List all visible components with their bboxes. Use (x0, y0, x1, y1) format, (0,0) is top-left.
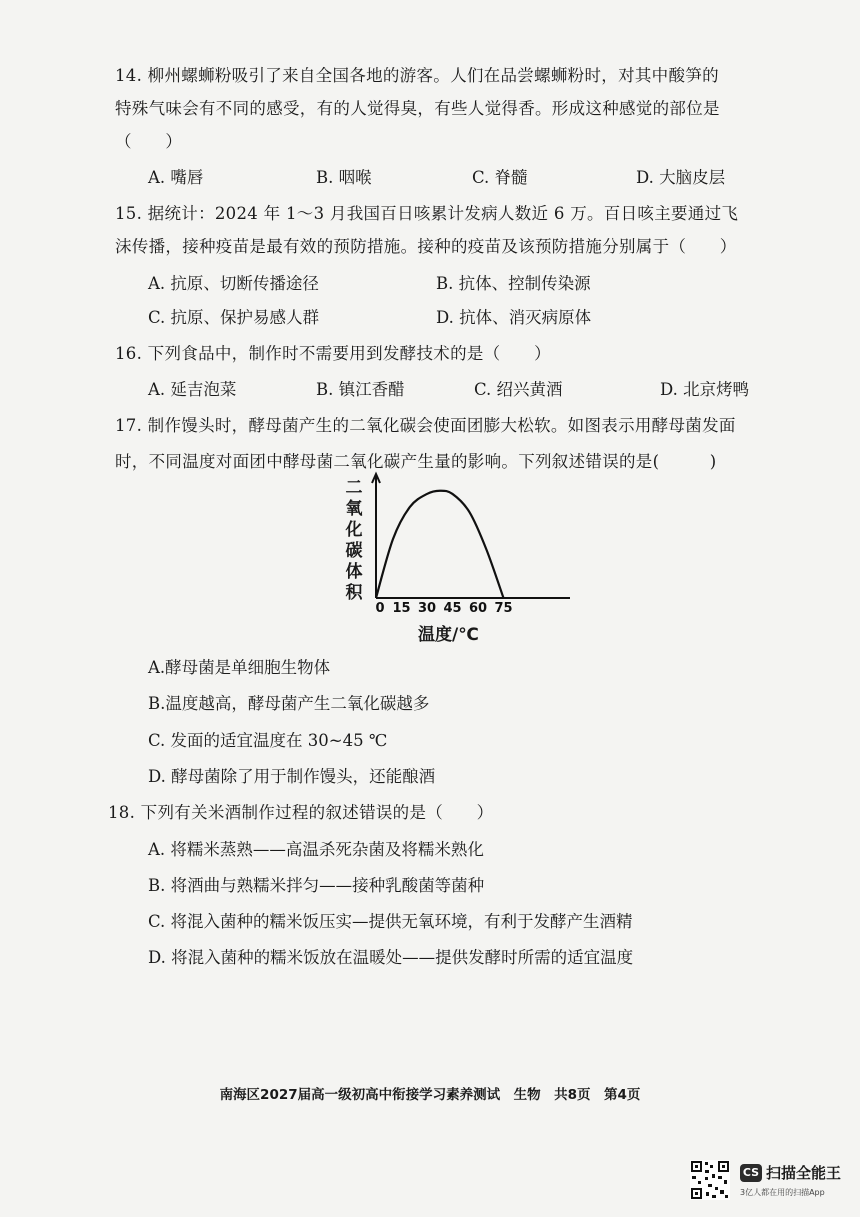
page-footer: 南海区2027届高一级初高中衔接学习素养测试 生物 共8页 第4页 (219, 1087, 641, 1103)
qr-code-icon (690, 1160, 730, 1200)
scanner-watermark (690, 1160, 850, 1204)
cs-logo-icon: CS (740, 1164, 762, 1182)
q17-option-b: B.温度越高，酵母菌产生二氧化碳越多 (148, 694, 430, 713)
q14-option-a: A. 嘴唇 (148, 168, 204, 187)
q18-option-c: C. 将混入菌种的糯米饭压实—提供无氧环境，有利于发酵产生酒精 (148, 912, 633, 931)
q16-option-d: D. 北京烤鸭 (660, 380, 750, 399)
q16-option-c: C. 绍兴黄酒 (474, 380, 563, 399)
q17-option-a: A.酵母菌是单细胞生物体 (148, 658, 331, 677)
q16-text-line1: 16. 下列食品中，制作时不需要用到发酵技术的是（ ） (115, 344, 551, 363)
q15-option-b: B. 抗体、控制传染源 (436, 274, 591, 293)
q15-option-d: D. 抗体、消灭病原体 (436, 308, 592, 327)
q14-option-d: D. 大脑皮层 (636, 168, 726, 187)
chart-x-label: 温度/℃ (418, 625, 479, 645)
q17-text-line1: 17. 制作馒头时，酵母菌产生的二氧化碳会使面团膨大松软。如图表示用酵母菌发面 (115, 416, 736, 435)
q18-option-a: A. 将糯米蒸熟——高温杀死杂菌及将糯米熟化 (148, 840, 484, 859)
chart-series-line (376, 491, 504, 598)
q15-option-c: C. 抗原、保护易感人群 (148, 308, 320, 327)
q14-text-line3: （ ） (115, 132, 183, 151)
chart-ticks-group (375, 601, 512, 616)
q15-text-line2: 沫传播，接种疫苗是最有效的预防措施。接种的疫苗及该预防措施分别属于（ ） (115, 237, 737, 256)
chart-curve-group (376, 491, 504, 598)
q14-option-b: B. 咽喉 (316, 168, 372, 187)
chart-y-label-char: 氧 (345, 499, 363, 519)
chart-x-tick-label: 75 (494, 601, 513, 616)
chart-x-tick-label: 45 (443, 601, 462, 616)
chart-x-tick-label: 0 (375, 601, 385, 616)
q14-option-c: C. 脊髓 (472, 168, 528, 187)
chart-x-tick-label: 60 (468, 601, 488, 616)
q15-option-a: A. 抗原、切断传播途径 (148, 274, 319, 293)
chart-y-label-char: 化 (345, 520, 363, 540)
q15-text-line1: 15. 据统计：2024 年 1～3 月我国百日咳累计发病人数近 6 万。百日咳主要通过飞 (115, 204, 739, 223)
chart-x-tick-label: 30 (417, 601, 437, 616)
q18-option-b: B. 将酒曲与熟糯米拌匀——接种乳酸菌等菌种 (148, 876, 485, 895)
q18-option-d: D. 将混入菌种的糯米饭放在温暖处——提供发酵时所需的适宜温度 (148, 948, 634, 967)
q17-text-line2: 时，不同温度对面团中酵母菌二氧化碳产生量的影响。下列叙述错误的是( ) (115, 452, 717, 471)
q18-text-line1: 18. 下列有关米酒制作过程的叙述错误的是（ ） (108, 803, 494, 822)
scanner-app-name: 扫描全能王 (766, 1164, 842, 1182)
q17-option-c: C. 发面的适宜温度在 30~45 ℃ (148, 731, 388, 750)
chart-y-label-char: 积 (345, 583, 363, 603)
chart-x-tick-label: 15 (392, 601, 411, 616)
q14-text-line1: 14. 柳州螺蛳粉吸引了来自全国各地的游客。人们在品尝螺蛳粉时，对其中酸笋的 (115, 66, 719, 85)
q17-option-d: D. 酵母菌除了用于制作馒头，还能酿酒 (148, 767, 436, 786)
chart-y-label-char: 体 (345, 562, 363, 582)
q16-option-a: A. 延吉泡菜 (148, 380, 237, 399)
scanner-app-tagline: 3亿人都在用的扫描App (740, 1188, 825, 1197)
q16-option-b: B. 镇江香醋 (316, 380, 405, 399)
chart-y-label-char: 二 (345, 478, 363, 498)
q14-text-line2: 特殊气味会有不同的感受，有的人觉得臭，有些人觉得香。形成这种感觉的部位是 (115, 99, 720, 118)
chart-y-label-char: 碳 (345, 541, 363, 561)
chart-axes (372, 474, 570, 602)
